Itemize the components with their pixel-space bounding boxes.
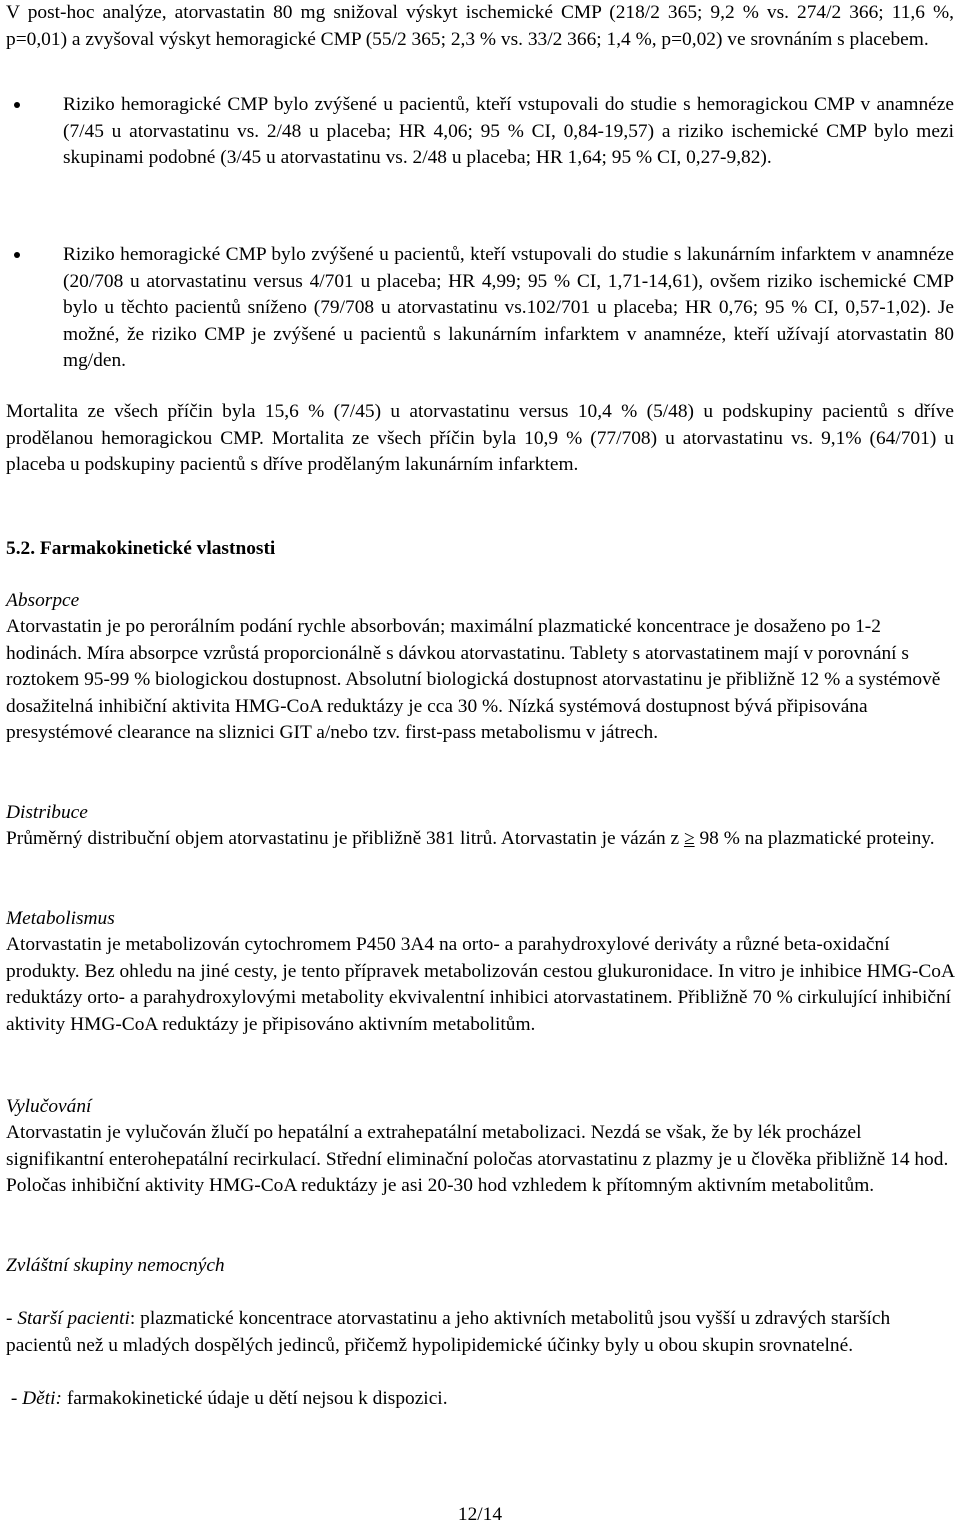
distribution-text-start: Průměrný distribuční objem atorvastatinu je přibližně 381 litrů. Atorvastatin je vázán z: [6, 828, 684, 849]
absorption-title: Absorpce: [6, 590, 80, 611]
distribution-title: Distribuce: [6, 802, 88, 823]
children-paragraph: [6, 1386, 954, 1413]
distribution-text-end: 98 % na plazmatické proteiny.: [694, 828, 935, 849]
bullet-icon: [14, 252, 20, 258]
mortality-paragraph: Mortalita ze všech příčin byla 15,6 % (7/45) u atorvastatinu versus 10,4 % (5/48) u podskupiny pacientů s dříve prodělanou hemoragickou CMP. Mortalita ze všech příčin byla 10,9 % (77/708) u atorvastatinu vs. 9,1% (64/701) u placeba u podskupiny pacientů s dříve prodělaným lakunárním infarktem.: [6, 401, 954, 476]
dash-prefix: -: [6, 1388, 23, 1409]
section-heading: 5.2. Farmakokinetické vlastnosti: [6, 538, 276, 559]
absorption-text: Atorvastatin je po perorálním podání rychle absorbován; maximální plazmatické koncentrace je dosaženo po 1-2 hodinách. Míra absorpce vzrůstá proporcionálně s dávkou atorvastatinu. Tablety s atorvastatinem mají v porovnání s roztokem 95-99 % biologickou dostupnost. Absolutní biologická dostupnost atorvastatinu je přibližně 12 % a systémově dosažitelná inhibiční aktivita HMG-CoA reduktázy je cca 30 %. Nízká systémová dostupnost bývá připisována presystémové clearance na sliznici GIT a/nebo tzv. first-pass metabolismu v játrech.: [6, 616, 941, 744]
metabolism-title: Metabolismus: [6, 908, 115, 929]
elderly-text: : plazmatické koncentrace atorvastatinu a jeho aktivních metabolitů jsou vyšší u zdravých starších pacientů než u mladých dospělých jedinců, přičemž hypolipidemické účinky byly u obou skupin srovnatelné.: [6, 1308, 891, 1356]
elderly-label: Starší pacienti: [17, 1308, 130, 1329]
page-number: 12/14: [457, 1504, 503, 1525]
elderly-paragraph: [6, 1306, 954, 1359]
distribution-text: [6, 826, 954, 853]
metabolism-text: Atorvastatin je metabolizován cytochromem P450 3A4 na orto- a parahydroxylové deriváty a různé beta-oxidační produkty. Bez ohledu na jiné cesty, je tento přípravek metabolizován cestou glukuronidace. In vitro je inhibice HMG-CoA reduktázy orto- a parahydroxylovými metabolity ekvivalentní inhibici atorvastatinem. Přibližně 70 % cirkulující inhibiční aktivity HMG-CoA reduktázy je připisováno aktivním metabolitům.: [6, 934, 954, 1035]
bullet-text: Riziko hemoragické CMP bylo zvýšené u pacientů, kteří vstupovali do studie s hemoragickou CMP v anamnéze (7/45 u atorvastatinu vs. 2/48 u placeba; HR 4,06; 95 % CI, 0,84-19,57) a riziko ischemické CMP bylo mezi skupinami podobné (3/45 u atorvastatinu vs. 2/48 u placeba; HR 1,64; 95 % CI, 0,27-9,82).: [63, 94, 954, 169]
children-label: Děti:: [22, 1388, 62, 1409]
special-groups-title: Zvláštní skupiny nemocných: [6, 1255, 225, 1276]
greater-equal-symbol: ≥: [683, 828, 695, 849]
list-item: [6, 92, 954, 172]
elimination-title: Vylučování: [6, 1096, 92, 1117]
list-item: [6, 242, 954, 375]
elimination-text: Atorvastatin je vylučován žlučí po hepatální a extrahepatální metabolizaci. Nezdá se však, že by lék procházel signifikantní enterohepatální recirkulací. Střední eliminační poločas atorvastatinu z plazmy je u člověka přibližně 14 hod. Poločas inhibiční aktivity HMG-CoA reduktázy je asi 20-30 hod vzhledem k přítomným aktivním metabolitům.: [6, 1122, 949, 1197]
intro-paragraph: V post-hoc analýze, atorvastatin 80 mg snižoval výskyt ischemické CMP (218/2 365; 9,2 % vs. 274/2 366; 11,6 %, p=0,01) a zvyšoval výskyt hemoragické CMP (55/2 365; 2,3 % vs. 33/2 366; 1,4 %, p=0,02) ve srovnáním s placebem.: [6, 2, 954, 50]
children-text: farmakokinetické údaje u dětí nejsou k dispozici.: [62, 1388, 448, 1409]
bullet-icon: [14, 102, 20, 108]
bullet-text: Riziko hemoragické CMP bylo zvýšené u pacientů, kteří vstupovali do studie s lakunárním infarktem v anamnéze (20/708 u atorvastatinu versus 4/701 u placeba; HR 4,99; 95 % CI, 1,71-14,61), ovšem riziko ischemické CMP bylo u těchto pacientů sníženo (79/708 u atorvastatinu vs.102/701 u placeba; HR 0,76; 95 % CI, 0,57-1,02). Je možné, že riziko CMP je zvýšené u pacientů s lakunárním infarktem v anamnéze, kteří užívají atorvastatin 80 mg/den.: [63, 244, 954, 372]
dash-prefix: -: [6, 1308, 18, 1329]
